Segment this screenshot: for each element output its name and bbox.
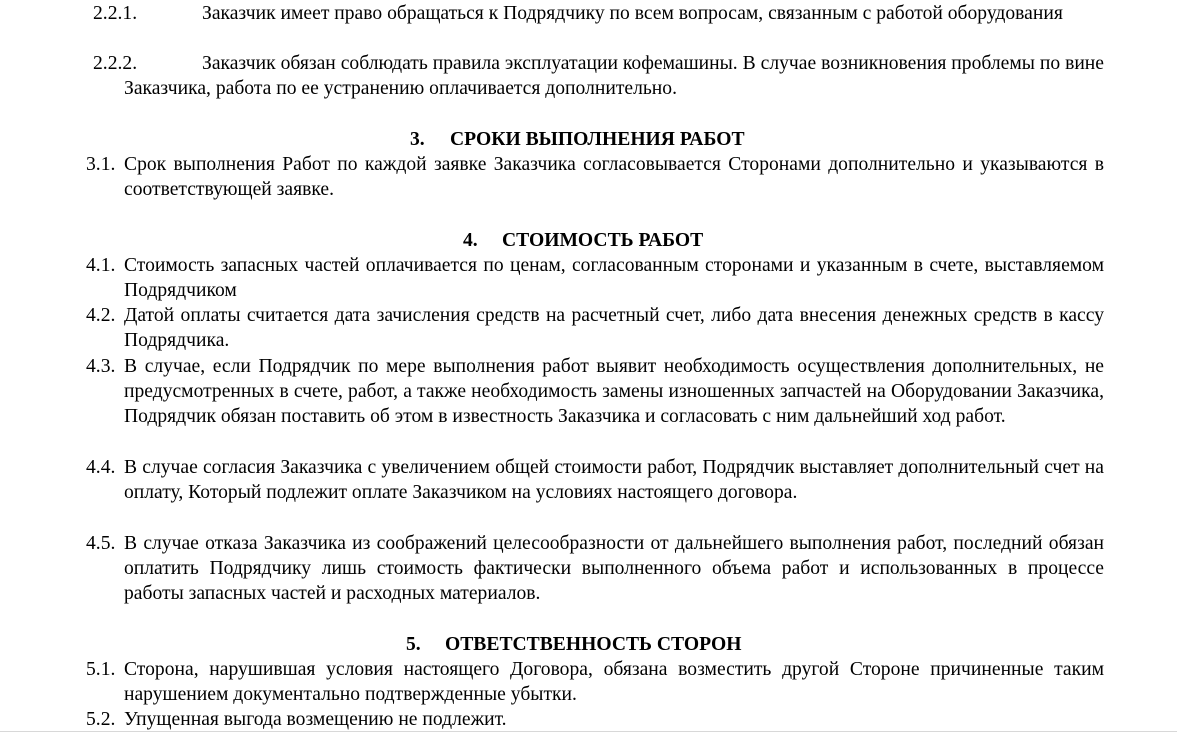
clause-number: 2.2.1. [93,3,138,24]
clause-text: В случае отказа Заказчика из соображений целесообразности от дальнейшего выполнения работ, последний обязан оплатить Подрядчику лишь стоимость фактически выполненного объема работ и использованных в процессе работы запасных частей и расходных материалов. [124,533,1104,605]
clause-number: 5.2. [86,709,116,730]
section-title: СТОИМОСТЬ РАБОТ [502,230,704,251]
clause-number: 4.5. [86,533,116,554]
clause-number: 2.2.2. [93,53,138,74]
clause-text: Срок выполнения Работ по каждой заявке Заказчика согласовывается Сторонами дополнительно и указываются в соответствующей заявке. [124,154,1104,201]
section-heading-4 [0,228,1177,253]
clause-text: В случае согласия Заказчика с увеличением общей стоимости работ, Подрядчик выставляет дополнительный счет на оплату, Который подлежит оплате Заказчиком на условиях настоящего договора. [124,457,1104,504]
clause-number: 3.1. [86,154,116,175]
section-number: 3. [410,129,425,150]
clause-number: 5.1. [86,659,116,680]
section-number: 4. [463,230,478,251]
clause-text: Заказчик имеет право обращаться к Подрядчику по всем вопросам, связанным с работой оборудования [202,3,1063,24]
section-heading-5 [0,632,1177,657]
clause-text: В случае, если Подрядчик по мере выполнения работ выявит необходимость осуществления дополнительных, не предусмотренных в счете, работ, а также необходимость замены изношенных запчастей на Оборудовании Заказчика, Подрядчик обязан поставить об этом в известность Заказчика и согласовать с ним дальнейший ход работ. [124,356,1104,428]
clause-text: Сторона, нарушившая условия настоящего Договора, обязана возместить другой Стороне причиненные таким нарушением документально подтвержденные убытки. [124,659,1104,706]
clause-number: 4.3. [86,356,116,377]
section-title: СРОКИ ВЫПОЛНЕНИЯ РАБОТ [450,129,745,150]
clause-text: Заказчик обязан соблюдать правила эксплуатации кофемашины. В случае возникновения проблемы по вине Заказчика, работа по ее устранению оплачивается дополнительно. [124,53,1104,100]
clause-text: Датой оплаты считается дата зачисления средств на расчетный счет, либо дата внесения денежных средств в кассу Подрядчика. [124,305,1104,352]
section-heading-3 [0,127,1177,152]
page-divider [0,731,1177,732]
clause-text: Упущенная выгода возмещению не подлежит. [124,709,507,730]
clause-number: 4.2. [86,305,116,326]
clause-text: Стоимость запасных частей оплачивается по ценам, согласованным сторонами и указанным в счете, выставляемом Подрядчиком [124,255,1104,302]
section-number: 5. [406,634,421,655]
clause-number: 4.1. [86,255,116,276]
clause-number: 4.4. [86,457,116,478]
section-title: ОТВЕТСТВЕННОСТЬ СТОРОН [445,634,742,655]
